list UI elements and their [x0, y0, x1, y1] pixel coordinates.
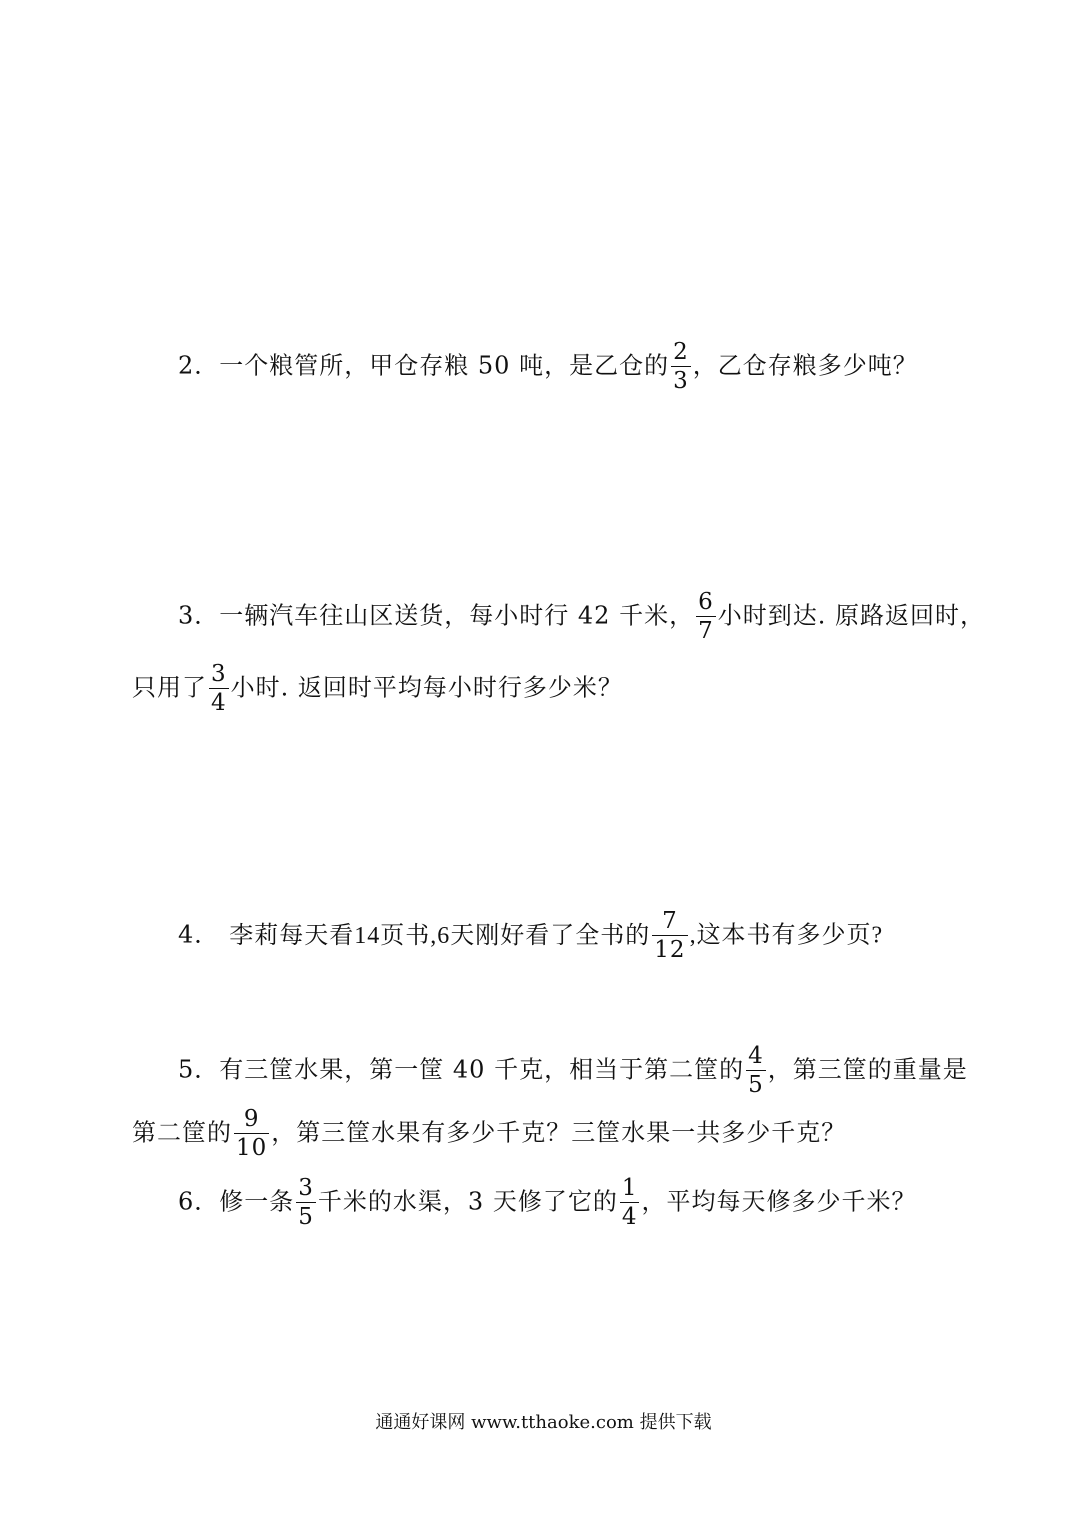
problem-4-text-b: ,这本书有多少页? — [689, 922, 884, 949]
problem-6-text-a: 修一条 — [219, 1187, 295, 1216]
problem-5-line-2 — [132, 1108, 846, 1160]
problem-6-number: 6． — [178, 1187, 220, 1216]
fraction-numerator: 6 — [698, 589, 714, 615]
fraction-numerator: 3 — [298, 1175, 314, 1201]
problem-3-line-1 — [178, 591, 985, 643]
fraction-denominator: 5 — [748, 1072, 764, 1098]
problem-3-text-b: 小时到达. 原路返回时， — [717, 601, 985, 630]
fraction-numerator: 3 — [211, 661, 227, 687]
fraction-numerator: 9 — [234, 1108, 269, 1134]
problem-6-text-b: 千米的水渠，3 天修了它的 — [317, 1187, 618, 1216]
fraction-denominator: 10 — [236, 1135, 268, 1161]
problem-5-text-a: 有三筐水果，第一筐 40 千克，相当于第二筐的 — [219, 1055, 745, 1084]
problem-2-number: 2． — [178, 351, 220, 380]
problem-3-text-d: 小时. 返回时平均每小时行多少米？ — [230, 673, 623, 702]
problem-3-number: 3． — [178, 601, 220, 630]
problem-6 — [178, 1177, 916, 1229]
problem-3-text-c: 只用了 — [132, 673, 207, 702]
fraction-denominator: 5 — [298, 1204, 314, 1230]
problem-5-text-b: ，第三筐的重量是 — [767, 1055, 968, 1084]
fraction-denominator: 7 — [698, 618, 714, 644]
fraction-6-7 — [696, 591, 716, 643]
fraction-numerator: 2 — [673, 339, 689, 365]
fraction-1-4 — [620, 1177, 640, 1229]
problem-2 — [178, 341, 918, 393]
fraction-4-5 — [746, 1045, 766, 1097]
problem-5-number: 5． — [178, 1055, 220, 1084]
problem-4-number: 4． — [178, 920, 220, 949]
fraction-7-12 — [652, 910, 687, 962]
problem-6-text-c: ，平均每天修多少千米？ — [641, 1187, 917, 1216]
fraction-9-10 — [234, 1108, 269, 1160]
fraction-denominator: 3 — [673, 368, 689, 394]
fraction-3-5 — [296, 1177, 316, 1229]
fraction-numerator: 4 — [748, 1043, 764, 1069]
problem-5-text-d: ，第三筐水果有多少千克？三筐水果一共多少千克？ — [271, 1118, 847, 1147]
fraction-numerator: 1 — [621, 1175, 638, 1201]
problem-4 — [178, 910, 883, 962]
problem-5-text-c: 第二筐的 — [132, 1118, 232, 1147]
problem-2-text-a: 一个粮管所，甲仓存粮 50 吨，是乙仓的 — [219, 351, 670, 380]
fraction-numerator: 7 — [652, 910, 687, 936]
page-footer: 通通好课网 www.tthaoke.com 提供下载 — [375, 1412, 712, 1433]
fraction-denominator: 4 — [621, 1204, 638, 1230]
problem-2-text-b: ，乙仓存粮多少吨？ — [692, 351, 918, 380]
problem-3-text-a: 一辆汽车往山区送货，每小时行 42 千米， — [219, 601, 695, 630]
fraction-3-4 — [209, 663, 229, 715]
fraction-2-3 — [671, 341, 691, 393]
problem-3-line-2 — [132, 663, 623, 715]
problem-4-text-a: 李莉每天看14页书,6天刚好看了全书的 — [229, 922, 651, 949]
fraction-denominator: 4 — [211, 690, 227, 716]
problem-5-line-1 — [178, 1045, 968, 1097]
fraction-denominator: 12 — [654, 937, 686, 963]
